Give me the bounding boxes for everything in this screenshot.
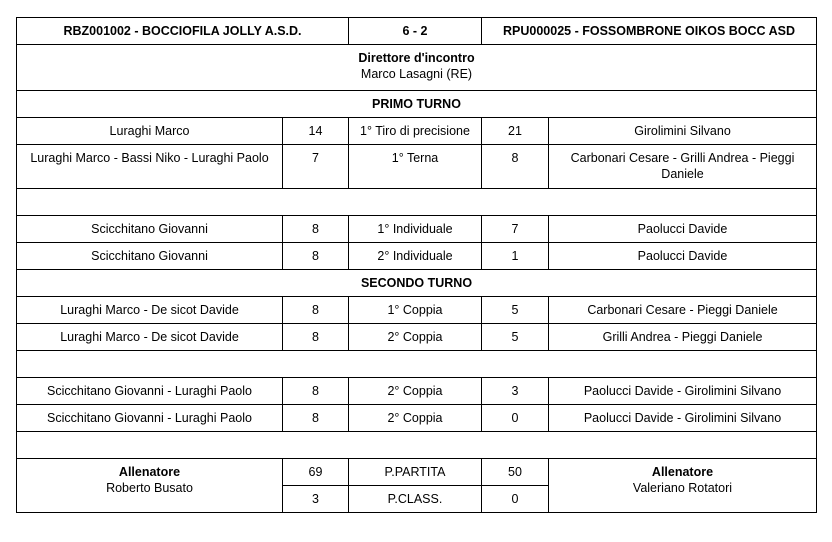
away-coach-label: Allenatore bbox=[651, 465, 714, 479]
match-row bbox=[17, 378, 817, 405]
home-score: 7 bbox=[283, 145, 349, 189]
match-sheet-table bbox=[16, 17, 817, 513]
away-player: Girolimini Silvano bbox=[549, 118, 817, 145]
home-player: Luraghi Marco - De sicot Davide bbox=[17, 324, 283, 351]
home-score: 8 bbox=[283, 378, 349, 405]
p-partita-away: 50 bbox=[482, 459, 549, 486]
home-player: Scicchitano Giovanni bbox=[17, 216, 283, 243]
event-name: 2° Coppia bbox=[349, 324, 482, 351]
director-cell bbox=[17, 45, 817, 91]
away-player: Grilli Andrea - Pieggi Daniele bbox=[549, 324, 817, 351]
p-partita-home: 69 bbox=[283, 459, 349, 486]
away-player: Paolucci Davide - Girolimini Silvano bbox=[549, 405, 817, 432]
home-player: Luraghi Marco - De sicot Davide bbox=[17, 297, 283, 324]
home-coach-label: Allenatore bbox=[118, 465, 181, 479]
team-away-title: RPU000025 - FOSSOMBRONE OIKOS BOCC ASD bbox=[482, 18, 817, 45]
turn-row-second bbox=[17, 270, 817, 297]
director-name: Marco Lasagni (RE) bbox=[360, 67, 473, 81]
p-class-home: 3 bbox=[283, 486, 349, 513]
match-row bbox=[17, 324, 817, 351]
footer-row-partita bbox=[17, 459, 817, 486]
away-player: Paolucci Davide bbox=[549, 216, 817, 243]
event-name: 1° Terna bbox=[349, 145, 482, 189]
home-score: 8 bbox=[283, 324, 349, 351]
p-class-label: P.CLASS. bbox=[349, 486, 482, 513]
turn-title-second: SECONDO TURNO bbox=[17, 270, 817, 297]
header-row bbox=[17, 18, 817, 45]
away-score: 7 bbox=[482, 216, 549, 243]
director-row bbox=[17, 45, 817, 91]
away-coach-name: Valeriano Rotatori bbox=[632, 481, 733, 495]
event-name: 1° Tiro di precisione bbox=[349, 118, 482, 145]
away-score: 1 bbox=[482, 243, 549, 270]
turn-title-first: PRIMO TURNO bbox=[17, 91, 817, 118]
spacer-row bbox=[17, 432, 817, 459]
away-player: Paolucci Davide - Girolimini Silvano bbox=[549, 378, 817, 405]
match-row bbox=[17, 405, 817, 432]
home-player: Scicchitano Giovanni bbox=[17, 243, 283, 270]
away-coach-cell bbox=[549, 459, 817, 513]
away-score: 5 bbox=[482, 324, 549, 351]
match-score: 6 - 2 bbox=[349, 18, 482, 45]
away-score: 0 bbox=[482, 405, 549, 432]
home-score: 8 bbox=[283, 297, 349, 324]
spacer-cell bbox=[17, 432, 817, 459]
home-score: 8 bbox=[283, 405, 349, 432]
spacer-row bbox=[17, 189, 817, 216]
spacer-cell bbox=[17, 351, 817, 378]
home-coach-name: Roberto Busato bbox=[106, 481, 193, 495]
match-row bbox=[17, 297, 817, 324]
away-score: 3 bbox=[482, 378, 549, 405]
director-label: Direttore d'incontro bbox=[358, 51, 475, 65]
match-row bbox=[17, 118, 817, 145]
away-score: 5 bbox=[482, 297, 549, 324]
home-score: 8 bbox=[283, 243, 349, 270]
away-score: 8 bbox=[482, 145, 549, 189]
event-name: 2° Coppia bbox=[349, 378, 482, 405]
home-score: 8 bbox=[283, 216, 349, 243]
home-score: 14 bbox=[283, 118, 349, 145]
p-partita-label: P.PARTITA bbox=[349, 459, 482, 486]
event-name: 2° Coppia bbox=[349, 405, 482, 432]
spacer-row bbox=[17, 351, 817, 378]
home-player: Scicchitano Giovanni - Luraghi Paolo bbox=[17, 378, 283, 405]
away-score: 21 bbox=[482, 118, 549, 145]
home-player: Luraghi Marco - Bassi Niko - Luraghi Paolo bbox=[17, 145, 283, 189]
event-name: 1° Coppia bbox=[349, 297, 482, 324]
event-name: 1° Individuale bbox=[349, 216, 482, 243]
event-name: 2° Individuale bbox=[349, 243, 482, 270]
turn-row-first bbox=[17, 91, 817, 118]
spacer-cell bbox=[17, 189, 817, 216]
match-row bbox=[17, 216, 817, 243]
match-row bbox=[17, 145, 817, 189]
match-row bbox=[17, 243, 817, 270]
away-player: Carbonari Cesare - Grilli Andrea - Pieggi Daniele bbox=[549, 145, 817, 189]
away-player: Paolucci Davide bbox=[549, 243, 817, 270]
home-coach-cell bbox=[17, 459, 283, 513]
away-player: Carbonari Cesare - Pieggi Daniele bbox=[549, 297, 817, 324]
home-player: Luraghi Marco bbox=[17, 118, 283, 145]
home-player: Scicchitano Giovanni - Luraghi Paolo bbox=[17, 405, 283, 432]
team-home-title: RBZ001002 - BOCCIOFILA JOLLY A.S.D. bbox=[17, 18, 349, 45]
p-class-away: 0 bbox=[482, 486, 549, 513]
